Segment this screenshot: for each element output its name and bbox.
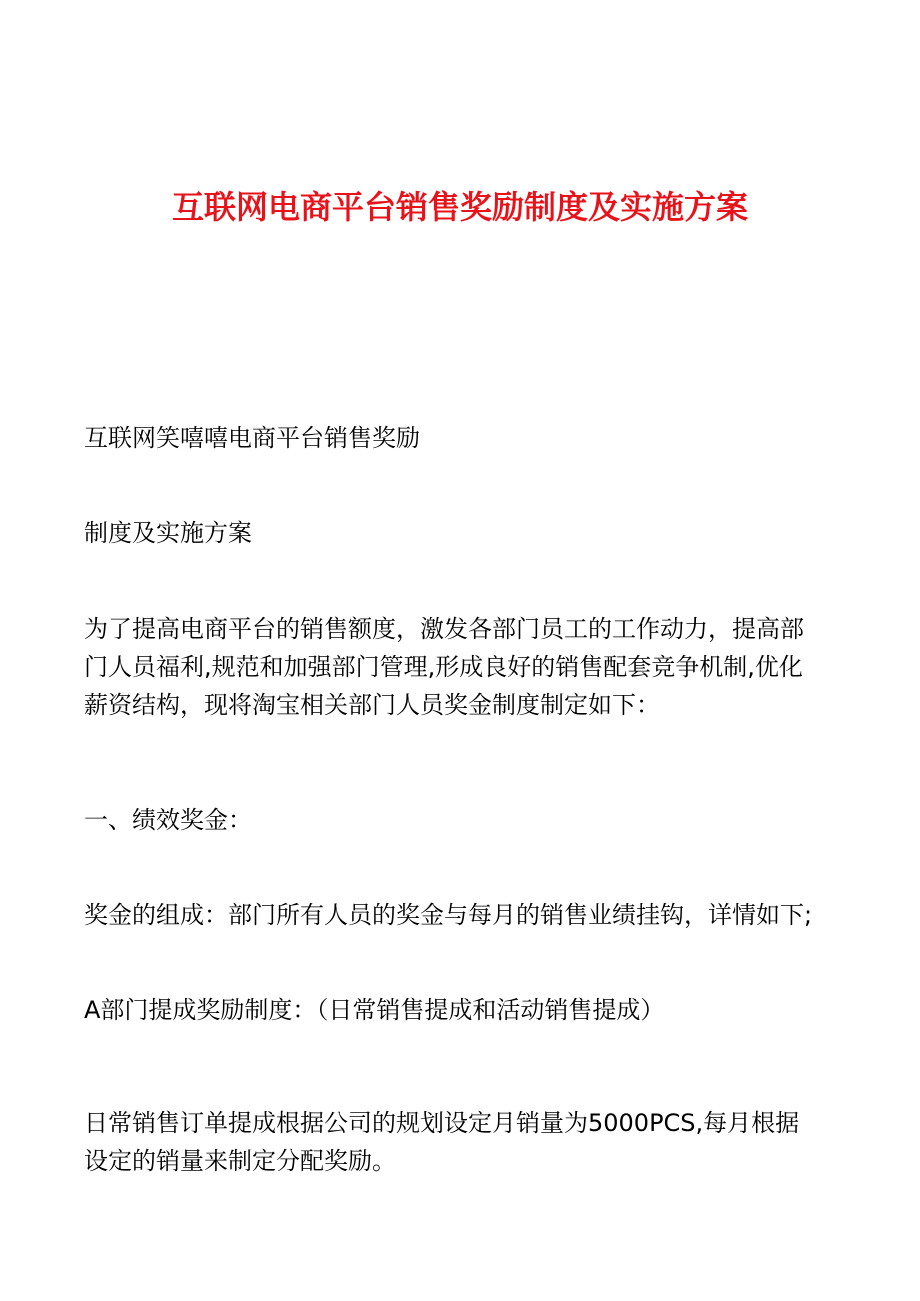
document-title: 互联网电商平台销售奖励制度及实施方案 (171, 188, 748, 227)
daily-sales-line-2: 设定的销量来制定分配奖励。 (84, 1147, 396, 1175)
intro-line-1: 为了提高电商平台的销售额度，激发各部门员工的工作动力，提高部 (84, 615, 804, 643)
paragraph-subtitle-line1: 互联网笑嘻嘻电商平台销售奖励 (84, 424, 420, 452)
section-heading-performance-bonus: 一、绩效奖金： (84, 806, 252, 834)
paragraph-subtitle-line2: 制度及实施方案 (84, 519, 252, 547)
intro-line-3: 薪资结构，现将淘宝相关部门人员奖金制度制定如下： (84, 691, 660, 719)
paragraph-department-a-commission: A部门提成奖励制度：（日常销售提成和活动销售提成） (84, 996, 665, 1024)
paragraph-daily-sales-commission (84, 1104, 834, 1180)
daily-sales-line-1: 日常销售订单提成根据公司的规划设定月销量为5000PCS,每月根据 (84, 1109, 800, 1137)
intro-line-2: 门人员福利,规范和加强部门管理,形成良好的销售配套竞争机制,优化 (84, 653, 803, 681)
paragraph-bonus-composition: 奖金的组成：部门所有人员的奖金与每月的销售业绩挂钩，详情如下; (84, 901, 813, 929)
paragraph-introduction (84, 610, 834, 724)
